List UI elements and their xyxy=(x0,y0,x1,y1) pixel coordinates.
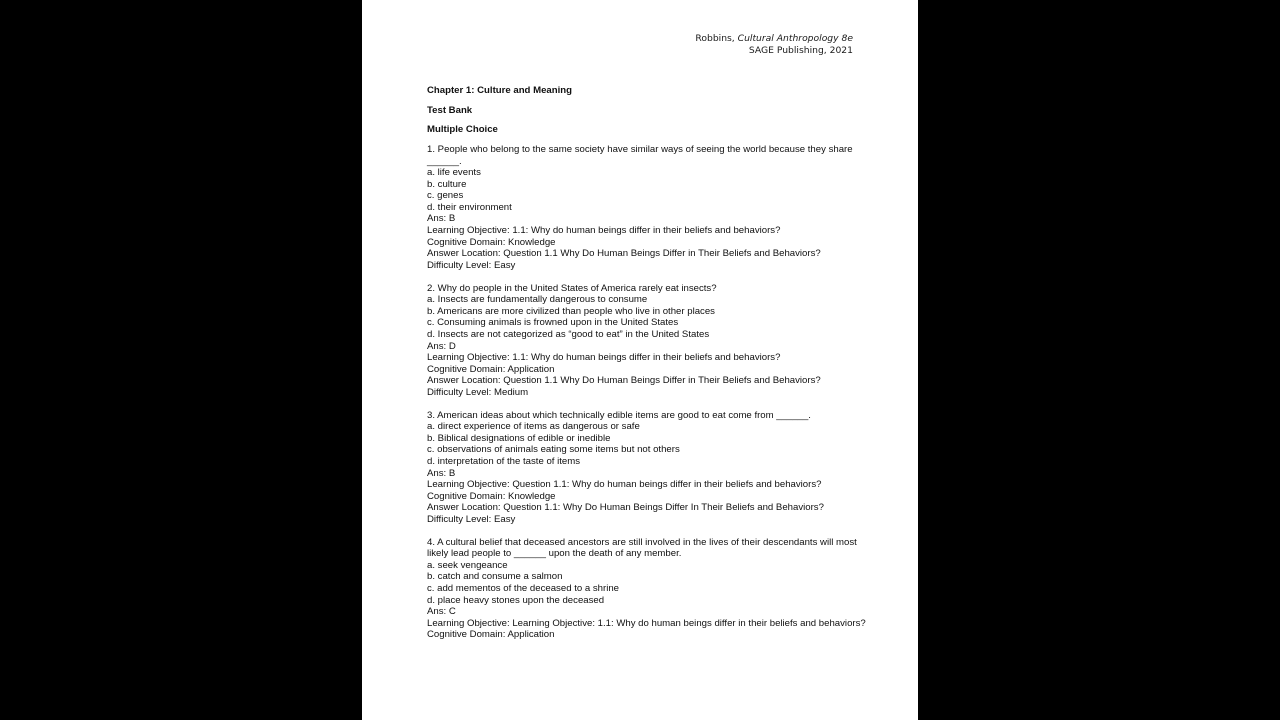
chapter-title: Chapter 1: Culture and Meaning xyxy=(427,85,572,96)
answer-option: d. interpretation of the taste of items xyxy=(427,455,581,467)
question-stem: 1. People who belong to the same society have similar ways of seeing the world because they share ______. xyxy=(427,144,856,167)
answer-option: b. Americans are more civilized than people who live in other places xyxy=(427,305,715,317)
question-stem: 4. A cultural belief that deceased ancestors are still involved in the lives of their descendants will most likely lead people to ______ upon the death of any member. xyxy=(427,536,860,560)
cognitive-domain: Cognitive Domain: Knowledge xyxy=(427,490,556,502)
header-author: Robbins, xyxy=(695,33,738,44)
answer-option: a. direct experience of items as dangerous or safe xyxy=(427,421,640,433)
header-book-title: Cultural Anthropology 8e xyxy=(737,33,853,44)
answer-key: Ans: B xyxy=(427,467,456,479)
header-citation xyxy=(695,33,853,45)
answer-location: Answer Location: Question 1.1 Why Do Human Beings Differ in Their Beliefs and Behaviors? xyxy=(427,375,821,387)
answer-option: b. Biblical designations of edible or inedible xyxy=(427,432,611,444)
answer-option: a. seek vengeance xyxy=(427,559,508,571)
question-stem: 3. American ideas about which technically edible items are good to eat come from ______. xyxy=(427,409,811,421)
answer-option: c. observations of animals eating some items but not others xyxy=(427,444,680,456)
answer-option: c. genes xyxy=(427,190,464,202)
answer-option: d. place heavy stones upon the deceased xyxy=(427,594,605,606)
question-1 xyxy=(427,144,867,271)
question-stem: 2. Why do people in the United States of America rarely eat insects? xyxy=(427,282,717,294)
answer-key: Ans: D xyxy=(427,340,456,352)
difficulty-level: Difficulty Level: Medium xyxy=(427,386,529,398)
subsection-title: Multiple Choice xyxy=(427,124,498,136)
answer-option: d. their environment xyxy=(427,201,512,213)
learning-objective: Learning Objective: 1.1: Why do human beings differ in their beliefs and behaviors? xyxy=(427,225,781,237)
cognitive-domain: Cognitive Domain: Knowledge xyxy=(427,236,556,248)
document-content xyxy=(427,85,867,652)
answer-option: a. life events xyxy=(427,167,481,179)
answer-option: b. catch and consume a salmon xyxy=(427,571,563,583)
answer-option: a. Insects are fundamentally dangerous to consume xyxy=(427,294,648,306)
learning-objective: Learning Objective: Question 1.1: Why do human beings differ in their beliefs and behaviors? xyxy=(427,479,822,491)
section-title: Test Bank xyxy=(427,104,473,116)
answer-option: b. culture xyxy=(427,178,467,190)
cognitive-domain: Cognitive Domain: Application xyxy=(427,629,555,641)
cognitive-domain: Cognitive Domain: Application xyxy=(427,363,555,375)
document-page xyxy=(362,0,918,720)
question-2 xyxy=(427,283,867,398)
difficulty-level: Difficulty Level: Easy xyxy=(427,513,516,525)
question-4 xyxy=(427,537,867,641)
header-publisher: SAGE Publishing, 2021 xyxy=(748,45,853,56)
question-3 xyxy=(427,410,867,525)
answer-option: c. add mementos of the deceased to a shrine xyxy=(427,582,619,594)
learning-objective: Learning Objective: 1.1: Why do human beings differ in their beliefs and behaviors? xyxy=(427,352,781,364)
answer-location: Answer Location: Question 1.1: Why Do Human Beings Differ In Their Beliefs and Behaviors? xyxy=(427,502,824,514)
answer-option: d. Insects are not categorized as “good to eat” in the United States xyxy=(427,328,710,340)
difficulty-level: Difficulty Level: Easy xyxy=(427,259,516,271)
answer-location: Answer Location: Question 1.1 Why Do Human Beings Differ in Their Beliefs and Behaviors? xyxy=(427,248,821,260)
answer-option: c. Consuming animals is frowned upon in the United States xyxy=(427,317,679,329)
answer-key: Ans: C xyxy=(427,606,456,618)
answer-key: Ans: B xyxy=(427,213,456,225)
page-header xyxy=(695,33,853,57)
learning-objective: Learning Objective: Learning Objective: 1.1: Why do human beings differ in their beliefs and behaviors? xyxy=(427,617,866,629)
